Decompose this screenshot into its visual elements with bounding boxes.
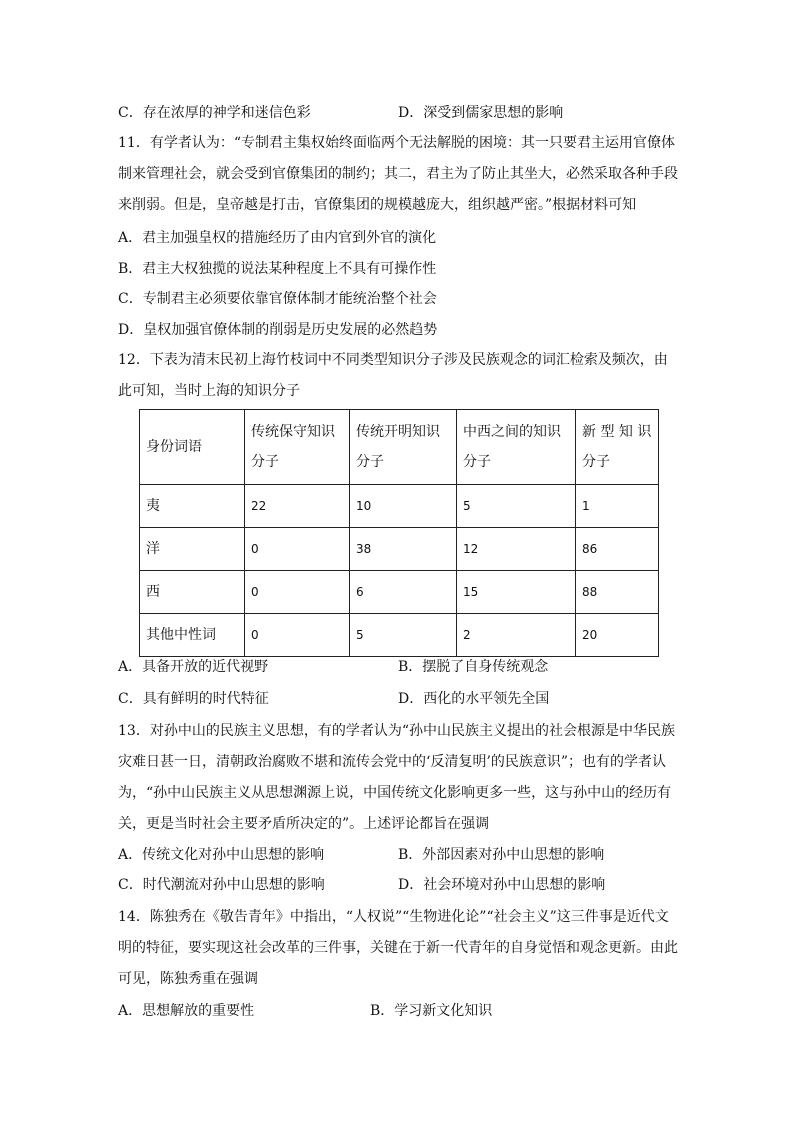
- table-cell-term: 夷: [140, 485, 245, 528]
- q12-table: [139, 409, 659, 657]
- q12-option-b: B．摆脱了自身传统观念: [398, 659, 549, 675]
- table-header-cell: 新 型 知 识分子: [576, 410, 659, 485]
- q12-stem: 12．下表为清末民初上海竹枝词中不同类型知识分子涉及民族观念的词汇检索及频次，由此可知，当时上海的知识分子: [118, 352, 668, 399]
- q13-option-a: A．传统文化对孙中山思想的影响: [118, 847, 325, 863]
- table-row: [140, 528, 659, 571]
- table-header-cell: 传统保守知识分子: [245, 410, 350, 485]
- table-cell: 15: [457, 571, 576, 614]
- table-header-cell: 身份词语: [140, 410, 245, 485]
- q10-option-d: D．深受到儒家思想的影响: [398, 105, 564, 121]
- table-cell: 5: [457, 485, 576, 528]
- table-row: [140, 614, 659, 657]
- q14-options-ab: [118, 1000, 678, 1022]
- table-header-cell: 中西之间的知识分子: [457, 410, 576, 485]
- table-cell-term: 洋: [140, 528, 245, 571]
- q13-option-d: D．社会环境对孙中山思想的影响: [398, 877, 606, 893]
- q13-options-ab: [118, 844, 678, 866]
- table-cell: 1: [576, 485, 659, 528]
- table-cell-term: 西: [140, 571, 245, 614]
- q12-option-c: C．具有鲜明的时代特征: [118, 691, 269, 707]
- table-cell-term: 其他中性词: [140, 614, 245, 657]
- q14-stem: 14．陈独秀在《敬告青年》中指出，“人权说”“生物进化论”“社会主义”这三件事是近代文明的特征，要实现这社会改革的三件事，关键在于新一代青年的自身觉悟和观念更新。由此可见，陈独秀重在强调: [118, 909, 678, 987]
- table-cell: 88: [576, 571, 659, 614]
- q13-option-b: B．外部因素对孙中山思想的影响: [398, 847, 605, 863]
- table-header-cell: 传统开明知识分子: [350, 410, 457, 485]
- q10-options-cd: [118, 102, 678, 124]
- table-cell: 5: [350, 614, 457, 657]
- q13-option-c: C．时代潮流对孙中山思想的影响: [118, 877, 325, 893]
- table-row: [140, 485, 659, 528]
- q11-option-d: D．皇权加强官僚体制的削弱是历史发展的必然趋势: [118, 322, 438, 338]
- q12-option-a: A．具备开放的近代视野: [118, 659, 269, 675]
- q11-option-c: C．专制君主必须要依靠官僚体制才能统治整个社会: [118, 291, 437, 307]
- table-cell: 6: [350, 571, 457, 614]
- table-cell: 2: [457, 614, 576, 657]
- table-cell: 0: [245, 571, 350, 614]
- q13-stem: 13．对孙中山的民族主义思想，有的学者认为“孙中山民族主义提出的社会根源是中华民族灾难日甚一日，清朝政治腐败不堪和流传会党中的‘反清复明’的民族意识”；也有的学者认为，“孙中山民族主义从思想渊源上说，中国传统文化影响更多一些，这与孙中山的经历有关，更是当时社会主要矛盾所决定的”。上述评论都旨在强调: [118, 723, 675, 832]
- q14-option-b: B．学习新文化知识: [370, 1003, 493, 1019]
- q12-options-ab: [118, 656, 678, 678]
- table-cell: 22: [245, 485, 350, 528]
- q12-options-cd: [118, 688, 678, 710]
- q11-stem: 11．有学者认为：“专制君主集权始终面临两个无法解脱的困境：其一只要君主运用官僚体制来管理社会，就会受到官僚集团的制约；其二，君主为了防止其坐大，必然采取各种手段来削弱。但是，皇帝越是打击，官僚集团的规模越庞大，组织越严密。”根据材料可知: [118, 135, 678, 213]
- table-cell: 0: [245, 614, 350, 657]
- q10-option-c: C．存在浓厚的神学和迷信色彩: [118, 105, 311, 121]
- table-cell: 0: [245, 528, 350, 571]
- table-cell: 10: [350, 485, 457, 528]
- table-header-row: [140, 410, 659, 485]
- q14-option-a: A．思想解放的重要性: [118, 1003, 255, 1019]
- q12-option-d: D．西化的水平领先全国: [398, 691, 550, 707]
- q13-options-cd: [118, 874, 678, 896]
- table-cell: 12: [457, 528, 576, 571]
- q11-option-b: B．君主大权独揽的说法某种程度上不具有可操作性: [118, 261, 437, 277]
- table-cell: 86: [576, 528, 659, 571]
- q11-option-a: A．君主加强皇权的措施经历了由内官到外官的演化: [118, 230, 437, 246]
- table-cell: 20: [576, 614, 659, 657]
- table-row: [140, 571, 659, 614]
- table-cell: 38: [350, 528, 457, 571]
